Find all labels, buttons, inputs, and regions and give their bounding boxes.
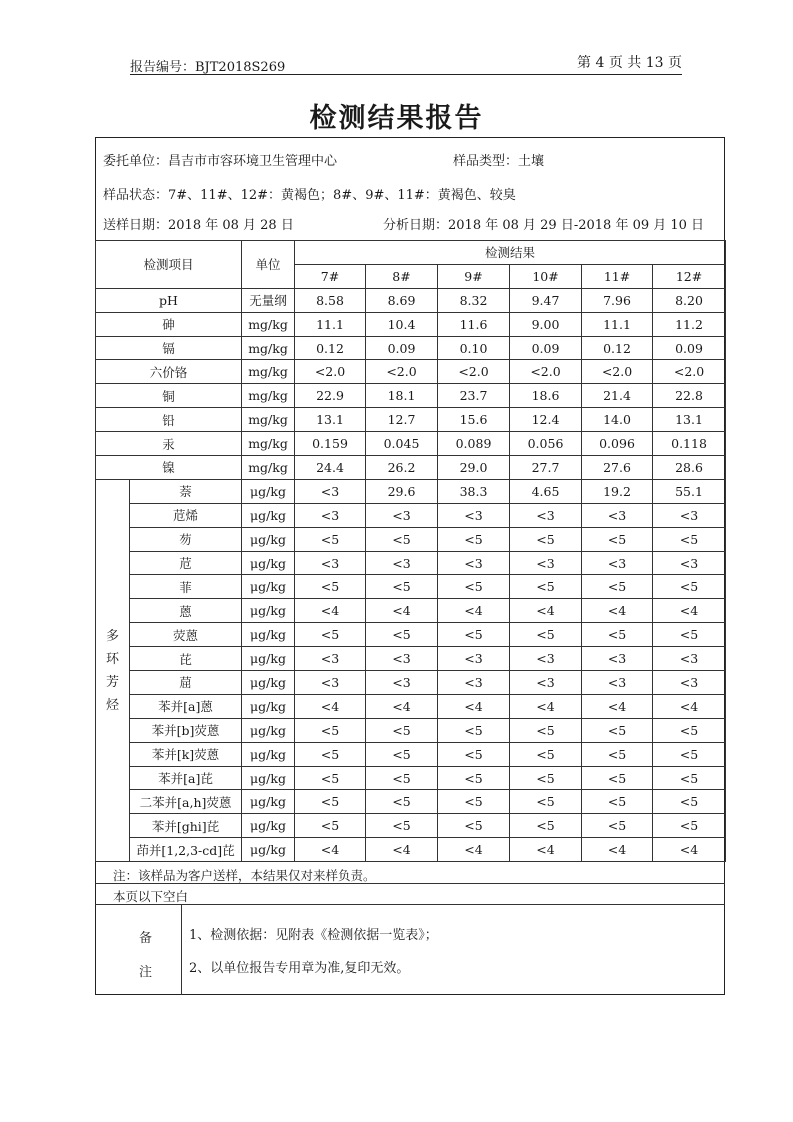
- item-unit: μg/kg: [242, 766, 295, 790]
- result-value: <4: [653, 838, 726, 862]
- table-row: [96, 432, 726, 456]
- result-value: 13.1: [653, 408, 726, 432]
- result-value: <5: [438, 575, 510, 599]
- table-row: [96, 360, 726, 384]
- result-value: <5: [366, 814, 438, 838]
- item-name: 䓛: [130, 671, 242, 695]
- result-value: 15.6: [438, 408, 510, 432]
- result-value: <5: [366, 575, 438, 599]
- item-unit: mg/kg: [242, 384, 295, 408]
- pah-group-char: 环: [105, 651, 119, 667]
- result-value: <5: [295, 575, 366, 599]
- result-value: <5: [510, 718, 582, 742]
- result-value: 11.1: [295, 312, 366, 336]
- result-value: 26.2: [366, 456, 438, 480]
- result-value: <4: [510, 838, 582, 862]
- item-name: 苯并[k]荧蒽: [130, 742, 242, 766]
- item-name: 蒽: [130, 599, 242, 623]
- sample-id-header: 9#: [438, 264, 510, 288]
- result-value: 0.10: [438, 336, 510, 360]
- result-value: 12.4: [510, 408, 582, 432]
- table-row: [96, 718, 726, 742]
- table-row: [96, 671, 726, 695]
- result-value: <5: [295, 623, 366, 647]
- item-name: 茚并[1,2,3-cd]芘: [130, 838, 242, 862]
- item-unit: μg/kg: [242, 671, 295, 695]
- item-unit: μg/kg: [242, 527, 295, 551]
- sample-id-header: 12#: [653, 264, 726, 288]
- remarks-label-column: [95, 905, 182, 995]
- result-value: <2.0: [653, 360, 726, 384]
- send-date: 送样日期：2018 年 08 月 28 日: [103, 218, 294, 233]
- result-value: <5: [438, 766, 510, 790]
- result-value: <3: [582, 647, 653, 671]
- result-value: <3: [653, 647, 726, 671]
- result-value: <3: [438, 647, 510, 671]
- result-value: <4: [438, 599, 510, 623]
- result-value: 19.2: [582, 479, 653, 503]
- results-table-body: [96, 241, 726, 862]
- result-value: <3: [510, 647, 582, 671]
- result-value: <3: [295, 503, 366, 527]
- result-value: <3: [653, 503, 726, 527]
- item-unit: μg/kg: [242, 694, 295, 718]
- result-value: <5: [295, 742, 366, 766]
- result-value: 0.096: [582, 432, 653, 456]
- item-name: 砷: [96, 312, 242, 336]
- result-value: <4: [366, 694, 438, 718]
- pah-group-char: 烃: [105, 697, 119, 713]
- result-value: <4: [582, 838, 653, 862]
- result-value: <3: [438, 503, 510, 527]
- result-value: <5: [653, 814, 726, 838]
- result-value: <5: [653, 742, 726, 766]
- result-value: 11.1: [582, 312, 653, 336]
- table-row: [96, 312, 726, 336]
- result-value: 29.6: [366, 479, 438, 503]
- table-row: [96, 575, 726, 599]
- result-value: <5: [582, 718, 653, 742]
- result-value: <3: [582, 551, 653, 575]
- result-value: 24.4: [295, 456, 366, 480]
- table-row: [96, 623, 726, 647]
- result-value: <3: [295, 647, 366, 671]
- item-unit: 无量纲: [242, 288, 295, 312]
- blank-notice: 本页以下空白: [113, 889, 189, 904]
- sample-note: 注：该样品为客户送样，本结果仅对来样负责。: [113, 868, 376, 883]
- result-value: <3: [510, 551, 582, 575]
- result-value: <3: [295, 479, 366, 503]
- item-name: 苯并[ghi]芘: [130, 814, 242, 838]
- result-value: <5: [295, 814, 366, 838]
- result-value: <3: [366, 503, 438, 527]
- item-name: 菲: [130, 575, 242, 599]
- result-value: 29.0: [438, 456, 510, 480]
- result-value: <5: [582, 623, 653, 647]
- result-value: 8.32: [438, 288, 510, 312]
- result-value: <4: [653, 694, 726, 718]
- result-value: <5: [582, 527, 653, 551]
- result-value: 0.09: [366, 336, 438, 360]
- result-value: <3: [582, 671, 653, 695]
- blank-notice-row: [95, 883, 725, 905]
- result-value: <3: [438, 671, 510, 695]
- result-value: 0.045: [366, 432, 438, 456]
- result-value: 28.6: [653, 456, 726, 480]
- analysis-date: 分析日期：2018 年 08 月 29 日-2018 年 09 月 10 日: [383, 218, 705, 233]
- sample-id-header: 11#: [582, 264, 653, 288]
- page-title: 检测结果报告: [309, 103, 484, 134]
- item-name: 苯并[a]蒽: [130, 694, 242, 718]
- col-header-item: 检测项目: [96, 241, 242, 289]
- item-unit: μg/kg: [242, 742, 295, 766]
- item-unit: μg/kg: [242, 718, 295, 742]
- results-table: [95, 240, 726, 862]
- result-value: <4: [582, 694, 653, 718]
- result-value: 0.12: [295, 336, 366, 360]
- result-value: 10.4: [366, 312, 438, 336]
- result-value: 0.159: [295, 432, 366, 456]
- result-value: 18.6: [510, 384, 582, 408]
- table-row: [96, 647, 726, 671]
- result-value: 8.20: [653, 288, 726, 312]
- result-value: <2.0: [366, 360, 438, 384]
- result-value: <4: [438, 838, 510, 862]
- result-value: <3: [582, 503, 653, 527]
- pah-group-char: 芳: [105, 674, 119, 690]
- result-value: 22.9: [295, 384, 366, 408]
- result-value: <3: [366, 647, 438, 671]
- item-name: 苊烯: [130, 503, 242, 527]
- result-value: <3: [510, 671, 582, 695]
- result-value: 9.47: [510, 288, 582, 312]
- result-value: <2.0: [582, 360, 653, 384]
- item-name: 芘: [130, 647, 242, 671]
- result-value: <5: [366, 766, 438, 790]
- result-value: <5: [653, 718, 726, 742]
- item-name: 苯并[b]荧蒽: [130, 718, 242, 742]
- result-value: <5: [653, 790, 726, 814]
- remarks-section: [95, 905, 725, 995]
- result-value: 12.7: [366, 408, 438, 432]
- result-value: 14.0: [582, 408, 653, 432]
- result-value: <5: [653, 575, 726, 599]
- result-value: <2.0: [295, 360, 366, 384]
- sample-type: 样品类型：土壤: [453, 154, 545, 169]
- item-name: 汞: [96, 432, 242, 456]
- item-unit: μg/kg: [242, 479, 295, 503]
- item-unit: μg/kg: [242, 814, 295, 838]
- item-name: 芴: [130, 527, 242, 551]
- result-value: <5: [295, 527, 366, 551]
- result-value: 7.96: [582, 288, 653, 312]
- item-name: 镍: [96, 456, 242, 480]
- result-value: 27.6: [582, 456, 653, 480]
- table-row: [96, 694, 726, 718]
- result-value: <5: [510, 527, 582, 551]
- pah-group-char: 多: [105, 628, 119, 644]
- result-value: <4: [438, 694, 510, 718]
- result-value: <5: [582, 742, 653, 766]
- result-value: <5: [582, 814, 653, 838]
- result-value: <2.0: [438, 360, 510, 384]
- result-value: 27.7: [510, 456, 582, 480]
- table-row: [96, 790, 726, 814]
- item-unit: mg/kg: [242, 432, 295, 456]
- result-value: <5: [366, 623, 438, 647]
- item-unit: mg/kg: [242, 336, 295, 360]
- item-name: 铜: [96, 384, 242, 408]
- result-value: <5: [582, 575, 653, 599]
- result-value: 13.1: [295, 408, 366, 432]
- table-row: [96, 838, 726, 862]
- result-value: <5: [510, 790, 582, 814]
- result-value: 18.1: [366, 384, 438, 408]
- item-unit: μg/kg: [242, 599, 295, 623]
- table-row: [96, 336, 726, 360]
- result-value: 55.1: [653, 479, 726, 503]
- table-row: [96, 503, 726, 527]
- result-value: <5: [438, 742, 510, 766]
- sample-id-header: 8#: [366, 264, 438, 288]
- item-name: 萘: [130, 479, 242, 503]
- result-value: <2.0: [510, 360, 582, 384]
- result-value: <4: [510, 694, 582, 718]
- table-row: [96, 408, 726, 432]
- result-value: <5: [582, 790, 653, 814]
- client-info: 委托单位：昌吉市市容环境卫生管理中心: [103, 154, 338, 169]
- result-value: <5: [653, 623, 726, 647]
- table-row: [96, 479, 726, 503]
- col-header-unit: 单位: [242, 241, 295, 289]
- result-value: 8.69: [366, 288, 438, 312]
- item-unit: mg/kg: [242, 312, 295, 336]
- table-row: [96, 814, 726, 838]
- result-value: <4: [295, 599, 366, 623]
- item-unit: μg/kg: [242, 790, 295, 814]
- result-value: <3: [653, 551, 726, 575]
- result-value: <5: [510, 742, 582, 766]
- result-value: <4: [295, 838, 366, 862]
- result-value: <4: [366, 838, 438, 862]
- pah-group-label: [96, 479, 130, 861]
- result-value: <5: [295, 766, 366, 790]
- result-value: <3: [366, 551, 438, 575]
- result-value: <5: [366, 790, 438, 814]
- item-name: 荧蒽: [130, 623, 242, 647]
- table-row: [96, 742, 726, 766]
- table-row: [96, 288, 726, 312]
- item-unit: mg/kg: [242, 360, 295, 384]
- item-unit: μg/kg: [242, 623, 295, 647]
- item-unit: μg/kg: [242, 551, 295, 575]
- table-row: [96, 599, 726, 623]
- result-value: <5: [438, 814, 510, 838]
- result-value: <5: [582, 766, 653, 790]
- result-value: 0.118: [653, 432, 726, 456]
- remark-line-1: 1、检测依据：见附表《检测依据一览表》；: [189, 928, 438, 943]
- result-value: <5: [438, 718, 510, 742]
- report-number: 报告编号：BJT2018S269: [130, 60, 286, 75]
- item-unit: mg/kg: [242, 456, 295, 480]
- result-value: <4: [295, 694, 366, 718]
- remarks-label-1: 备: [139, 931, 153, 946]
- result-value: <3: [295, 551, 366, 575]
- table-row: [96, 527, 726, 551]
- table-row: [96, 551, 726, 575]
- sample-id-header: 7#: [295, 264, 366, 288]
- remark-line-2: 2、以单位报告专用章为准,复印无效。: [189, 961, 410, 976]
- result-value: <4: [366, 599, 438, 623]
- result-value: <5: [653, 527, 726, 551]
- result-value: <5: [653, 766, 726, 790]
- result-value: <5: [295, 718, 366, 742]
- result-value: 0.056: [510, 432, 582, 456]
- col-header-results: 检测结果: [295, 241, 726, 265]
- result-value: <5: [295, 790, 366, 814]
- result-value: 0.09: [653, 336, 726, 360]
- item-name: 铅: [96, 408, 242, 432]
- table-header-row: [96, 241, 726, 265]
- result-value: 0.12: [582, 336, 653, 360]
- item-unit: μg/kg: [242, 575, 295, 599]
- sample-state: 样品状态：7#、11#、12#：黄褐色；8#、9#、11#：黄褐色、较臭: [103, 188, 516, 203]
- result-value: 23.7: [438, 384, 510, 408]
- result-value: <5: [438, 623, 510, 647]
- result-value: <3: [366, 671, 438, 695]
- result-value: 11.6: [438, 312, 510, 336]
- item-name: 苯并[a]芘: [130, 766, 242, 790]
- result-value: <5: [366, 527, 438, 551]
- item-unit: mg/kg: [242, 408, 295, 432]
- item-name: 镉: [96, 336, 242, 360]
- result-value: 9.00: [510, 312, 582, 336]
- result-value: 0.089: [438, 432, 510, 456]
- sample-id-header: 10#: [510, 264, 582, 288]
- result-value: <5: [366, 742, 438, 766]
- result-value: 0.09: [510, 336, 582, 360]
- result-value: 22.8: [653, 384, 726, 408]
- result-value: <5: [438, 790, 510, 814]
- page-indicator: 第 4 页 共 13 页: [577, 55, 682, 71]
- result-value: <5: [510, 766, 582, 790]
- result-value: <5: [510, 814, 582, 838]
- result-value: 38.3: [438, 479, 510, 503]
- table-row: [96, 384, 726, 408]
- result-value: <5: [510, 623, 582, 647]
- result-value: <3: [438, 551, 510, 575]
- result-value: <4: [582, 599, 653, 623]
- result-value: <5: [510, 575, 582, 599]
- result-value: <5: [366, 718, 438, 742]
- report-header: [130, 52, 682, 75]
- item-name: 六价铬: [96, 360, 242, 384]
- result-value: <4: [653, 599, 726, 623]
- remarks-label-2: 注: [139, 965, 153, 980]
- table-row: [96, 456, 726, 480]
- item-name: pH: [96, 288, 242, 312]
- result-value: <3: [510, 503, 582, 527]
- result-value: <4: [510, 599, 582, 623]
- result-value: 11.2: [653, 312, 726, 336]
- result-value: <3: [653, 671, 726, 695]
- item-name: 苊: [130, 551, 242, 575]
- result-value: 21.4: [582, 384, 653, 408]
- item-unit: μg/kg: [242, 838, 295, 862]
- result-value: 4.65: [510, 479, 582, 503]
- item-name: 二苯并[a,h]荧蒽: [130, 790, 242, 814]
- result-value: <5: [438, 527, 510, 551]
- item-unit: μg/kg: [242, 647, 295, 671]
- item-unit: μg/kg: [242, 503, 295, 527]
- table-row: [96, 766, 726, 790]
- result-value: 8.58: [295, 288, 366, 312]
- result-value: <3: [295, 671, 366, 695]
